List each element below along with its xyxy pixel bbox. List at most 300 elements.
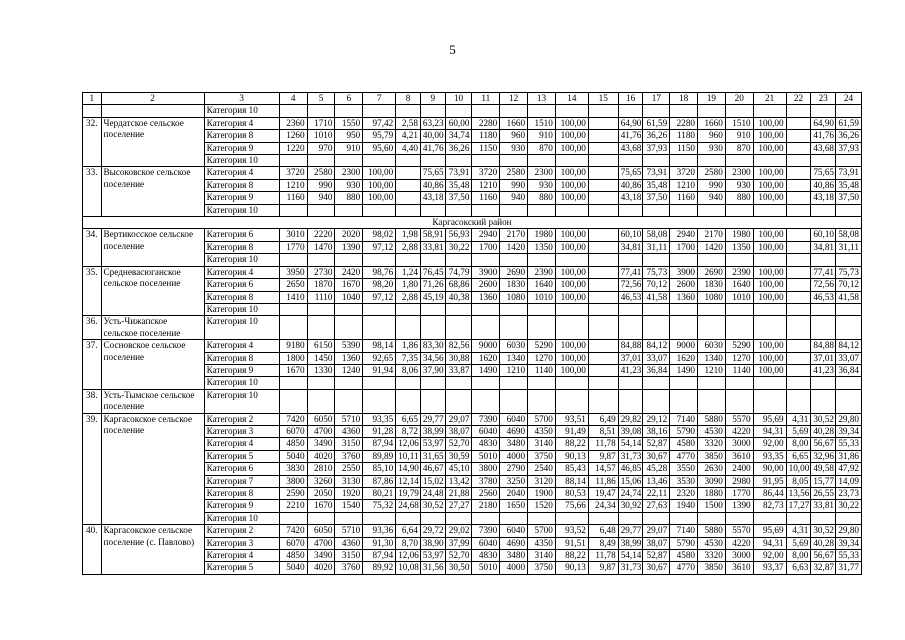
value-cell: 89,89 — [363, 450, 396, 462]
value-cell: 9000 — [472, 340, 500, 352]
value-cell — [786, 192, 811, 204]
value-cell: 4700 — [307, 537, 335, 549]
value-cell: 2020 — [335, 229, 363, 241]
header-cell: 6 — [335, 93, 363, 105]
value-cell: 91,28 — [363, 425, 396, 437]
value-cell: 4,21 — [396, 130, 421, 142]
value-cell: 3000 — [725, 550, 753, 562]
value-cell: 2630 — [698, 463, 726, 475]
category-cell: Категория 10 — [204, 254, 279, 266]
settlement-number: 39. — [83, 413, 102, 525]
value-cell — [472, 303, 500, 315]
value-cell — [420, 303, 445, 315]
header-cell: 9 — [420, 93, 445, 105]
value-cell: 1160 — [472, 192, 500, 204]
category-cell: Категория 10 — [204, 204, 279, 216]
table-row — [83, 266, 862, 278]
value-cell: 6,48 — [588, 525, 618, 537]
header-cell: 5 — [307, 93, 335, 105]
value-cell: 89,92 — [363, 562, 396, 574]
value-cell: 40,86 — [811, 179, 836, 191]
value-cell: 2980 — [725, 475, 753, 487]
header-cell: 15 — [588, 93, 618, 105]
value-cell: 29,72 — [420, 525, 445, 537]
value-cell: 29,82 — [618, 413, 643, 425]
value-cell: 5,69 — [786, 425, 811, 437]
value-cell: 100,00 — [753, 291, 786, 303]
value-cell — [500, 389, 528, 413]
value-cell: 2940 — [670, 229, 698, 241]
settlement-number: 36. — [83, 316, 102, 340]
category-cell: Категория 5 — [204, 562, 279, 574]
value-cell: 1500 — [698, 500, 726, 512]
value-cell: 40,00 — [420, 130, 445, 142]
value-cell: 100,00 — [753, 364, 786, 376]
category-cell: Категория 9 — [204, 364, 279, 376]
table-cell — [753, 105, 786, 117]
category-cell: Категория 9 — [204, 142, 279, 154]
value-cell: 1420 — [500, 241, 528, 253]
value-cell: 30,59 — [445, 450, 472, 462]
value-cell: 84,88 — [811, 340, 836, 352]
value-cell: 2790 — [500, 463, 528, 475]
value-cell: 41,23 — [618, 364, 643, 376]
value-cell: 3850 — [698, 562, 726, 574]
value-cell: 97,12 — [363, 241, 396, 253]
value-cell: 70,12 — [643, 279, 670, 291]
value-cell: 91,94 — [363, 364, 396, 376]
value-cell — [698, 377, 726, 389]
category-cell: Категория 8 — [204, 179, 279, 191]
value-cell: 4350 — [528, 537, 556, 549]
value-cell: 1140 — [725, 364, 753, 376]
value-cell: 88,22 — [555, 438, 588, 450]
category-cell: Категория 8 — [204, 130, 279, 142]
value-cell — [643, 155, 670, 167]
value-cell: 2590 — [279, 488, 307, 500]
value-cell — [753, 377, 786, 389]
category-cell: Категория 10 — [204, 377, 279, 389]
value-cell: 1880 — [698, 488, 726, 500]
value-cell: 38,07 — [643, 537, 670, 549]
value-cell: 7390 — [472, 413, 500, 425]
value-cell — [618, 512, 643, 524]
value-cell: 3760 — [335, 562, 363, 574]
category-cell: Категория 10 — [204, 512, 279, 524]
value-cell — [786, 279, 811, 291]
value-cell — [811, 377, 836, 389]
value-cell: 37,50 — [445, 192, 472, 204]
value-cell — [588, 364, 618, 376]
value-cell: 35,48 — [836, 179, 862, 191]
value-cell: 30,67 — [643, 562, 670, 574]
value-cell: 43,18 — [618, 192, 643, 204]
value-cell: 1340 — [500, 352, 528, 364]
value-cell: 3120 — [528, 475, 556, 487]
value-cell: 2690 — [698, 266, 726, 278]
value-cell: 11,78 — [588, 550, 618, 562]
value-cell: 91,95 — [753, 475, 786, 487]
value-cell: 98,14 — [363, 340, 396, 352]
value-cell: 1870 — [307, 279, 335, 291]
value-cell: 14,57 — [588, 463, 618, 475]
category-cell: Категория 2 — [204, 413, 279, 425]
value-cell: 4000 — [500, 450, 528, 462]
value-cell: 29,07 — [445, 413, 472, 425]
value-cell: 3900 — [670, 266, 698, 278]
value-cell — [555, 389, 588, 413]
value-cell: 2300 — [528, 167, 556, 179]
value-cell: 100,00 — [753, 130, 786, 142]
value-cell: 910 — [725, 130, 753, 142]
category-cell: Категория 4 — [204, 340, 279, 352]
district-heading: Каргасокский район — [83, 217, 862, 229]
value-cell: 2360 — [279, 117, 307, 129]
value-cell — [363, 316, 396, 340]
value-cell: 58,08 — [836, 229, 862, 241]
value-cell: 1470 — [307, 241, 335, 253]
value-cell: 100,00 — [363, 179, 396, 191]
settlement-number: 32. — [83, 117, 102, 167]
settlement-number: 34. — [83, 229, 102, 266]
table-cell — [307, 105, 335, 117]
header-cell: 4 — [279, 93, 307, 105]
value-cell: 40,28 — [811, 537, 836, 549]
value-cell: 910 — [528, 130, 556, 142]
table-cell — [396, 105, 421, 117]
value-cell — [279, 512, 307, 524]
table-cell — [445, 105, 472, 117]
value-cell: 1660 — [698, 117, 726, 129]
value-cell: 72,56 — [811, 279, 836, 291]
category-cell: Категория 6 — [204, 463, 279, 475]
value-cell: 9180 — [279, 340, 307, 352]
value-cell: 3490 — [307, 438, 335, 450]
value-cell: 60,10 — [811, 229, 836, 241]
value-cell: 5710 — [335, 525, 363, 537]
value-cell: 45,10 — [445, 463, 472, 475]
value-cell: 92,65 — [363, 352, 396, 364]
category-cell: Категория 10 — [204, 155, 279, 167]
header-cell: 18 — [670, 93, 698, 105]
value-cell: 2400 — [725, 463, 753, 475]
value-cell — [618, 254, 643, 266]
table-row — [83, 229, 862, 241]
value-cell: 910 — [335, 142, 363, 154]
value-cell: 61,59 — [643, 117, 670, 129]
value-cell: 4350 — [528, 425, 556, 437]
value-cell — [725, 316, 753, 340]
value-cell — [786, 316, 811, 340]
value-cell: 37,93 — [836, 142, 862, 154]
value-cell — [836, 316, 862, 340]
value-cell: 91,51 — [555, 537, 588, 549]
value-cell — [472, 316, 500, 340]
value-cell: 98,76 — [363, 266, 396, 278]
value-cell: 84,12 — [836, 340, 862, 352]
value-cell: 1510 — [528, 117, 556, 129]
value-cell: 1640 — [528, 279, 556, 291]
table-cell — [670, 105, 698, 117]
value-cell: 8,49 — [588, 537, 618, 549]
value-cell — [753, 303, 786, 315]
value-cell: 12,06 — [396, 438, 421, 450]
value-cell: 3140 — [528, 550, 556, 562]
value-cell: 5570 — [725, 413, 753, 425]
value-cell: 90,00 — [753, 463, 786, 475]
value-cell: 84,12 — [643, 340, 670, 352]
value-cell: 73,91 — [836, 167, 862, 179]
value-cell — [363, 389, 396, 413]
value-cell: 3750 — [528, 562, 556, 574]
header-cell: 22 — [786, 93, 811, 105]
value-cell — [643, 377, 670, 389]
header-cell: 16 — [618, 93, 643, 105]
value-cell: 6030 — [500, 340, 528, 352]
value-cell: 31,11 — [836, 241, 862, 253]
value-cell: 6030 — [698, 340, 726, 352]
value-cell: 100,00 — [753, 142, 786, 154]
value-cell: 1490 — [472, 364, 500, 376]
value-cell: 100,00 — [753, 179, 786, 191]
value-cell: 33,81 — [420, 241, 445, 253]
value-cell: 1620 — [472, 352, 500, 364]
value-cell: 6,63 — [786, 562, 811, 574]
value-cell — [528, 377, 556, 389]
value-cell: 1670 — [279, 364, 307, 376]
value-cell: 87,86 — [363, 475, 396, 487]
value-cell: 87,94 — [363, 438, 396, 450]
value-cell: 29,77 — [420, 413, 445, 425]
value-cell: 4,31 — [786, 413, 811, 425]
value-cell: 3320 — [698, 550, 726, 562]
value-cell — [396, 389, 421, 413]
value-cell — [786, 291, 811, 303]
value-cell — [698, 389, 726, 413]
value-cell — [528, 512, 556, 524]
header-row — [83, 93, 862, 105]
value-cell: 2170 — [500, 229, 528, 241]
value-cell — [363, 155, 396, 167]
value-cell — [618, 316, 643, 340]
table-cell — [643, 105, 670, 117]
value-cell: 55,33 — [836, 550, 862, 562]
value-cell: 100,00 — [555, 179, 588, 191]
value-cell: 4360 — [335, 537, 363, 549]
value-cell — [753, 204, 786, 216]
value-cell: 100,00 — [555, 192, 588, 204]
value-cell — [588, 142, 618, 154]
value-cell: 4580 — [670, 550, 698, 562]
value-cell — [588, 229, 618, 241]
value-cell: 75,65 — [811, 167, 836, 179]
value-cell: 1620 — [670, 352, 698, 364]
value-cell — [420, 377, 445, 389]
value-cell: 52,70 — [445, 550, 472, 562]
value-cell: 2220 — [307, 229, 335, 241]
value-cell: 880 — [335, 192, 363, 204]
page-number: 5 — [449, 42, 456, 57]
value-cell: 930 — [528, 179, 556, 191]
value-cell: 52,87 — [643, 438, 670, 450]
value-cell: 93,52 — [555, 525, 588, 537]
value-cell: 75,73 — [643, 266, 670, 278]
value-cell: 2580 — [500, 167, 528, 179]
value-cell: 8,06 — [396, 364, 421, 376]
settlement-number: 38. — [83, 389, 102, 413]
value-cell: 2040 — [500, 488, 528, 500]
category-cell: Категория 4 — [204, 167, 279, 179]
value-cell: 34,81 — [811, 241, 836, 253]
value-cell: 19,79 — [396, 488, 421, 500]
value-cell — [725, 377, 753, 389]
table-cell — [528, 105, 556, 117]
value-cell: 1,86 — [396, 340, 421, 352]
table-cell — [786, 105, 811, 117]
settlement-name: Вертикосское сельское поселение — [101, 229, 204, 266]
value-cell: 43,68 — [811, 142, 836, 154]
value-cell: 2540 — [528, 463, 556, 475]
value-cell — [555, 204, 588, 216]
value-cell: 970 — [307, 142, 335, 154]
value-cell: 24,74 — [618, 488, 643, 500]
value-cell — [618, 155, 643, 167]
value-cell — [786, 179, 811, 191]
value-cell — [500, 316, 528, 340]
value-cell: 2,58 — [396, 117, 421, 129]
value-cell: 34,56 — [420, 352, 445, 364]
value-cell — [588, 155, 618, 167]
value-cell: 54,14 — [618, 438, 643, 450]
table-row — [83, 340, 862, 352]
value-cell: 1390 — [335, 241, 363, 253]
value-cell: 7420 — [279, 413, 307, 425]
value-cell: 41,58 — [643, 291, 670, 303]
value-cell: 71,26 — [420, 279, 445, 291]
value-cell — [698, 204, 726, 216]
value-cell: 24,68 — [396, 500, 421, 512]
value-cell: 91,49 — [555, 425, 588, 437]
value-cell — [279, 155, 307, 167]
value-cell: 1770 — [279, 241, 307, 253]
value-cell: 94,31 — [753, 537, 786, 549]
value-cell: 4770 — [670, 450, 698, 462]
value-cell — [472, 155, 500, 167]
settlement-number: 35. — [83, 266, 102, 316]
value-cell: 1940 — [670, 500, 698, 512]
value-cell: 7390 — [472, 525, 500, 537]
value-cell: 30,22 — [445, 241, 472, 253]
value-cell — [588, 266, 618, 278]
value-cell: 2180 — [472, 500, 500, 512]
header-cell: 21 — [753, 93, 786, 105]
value-cell — [588, 279, 618, 291]
table-cell — [618, 105, 643, 117]
value-cell: 1830 — [698, 279, 726, 291]
value-cell — [588, 130, 618, 142]
value-cell — [588, 117, 618, 129]
value-cell: 2280 — [472, 117, 500, 129]
value-cell: 36,84 — [643, 364, 670, 376]
value-cell: 1080 — [500, 291, 528, 303]
settlement-name: Каргасокское сельское поселение (с. Павлово) — [101, 525, 204, 575]
table-cell — [555, 105, 588, 117]
value-cell — [725, 204, 753, 216]
value-cell: 46,85 — [618, 463, 643, 475]
value-cell: 2580 — [307, 167, 335, 179]
value-cell — [445, 316, 472, 340]
value-cell: 5700 — [528, 525, 556, 537]
value-cell: 90,13 — [555, 450, 588, 462]
value-cell: 24,34 — [588, 500, 618, 512]
value-cell: 1520 — [528, 500, 556, 512]
value-cell: 6070 — [279, 537, 307, 549]
category-cell: Категория 3 — [204, 537, 279, 549]
value-cell: 2300 — [335, 167, 363, 179]
value-cell: 30,88 — [445, 352, 472, 364]
settlement-name: Усть-Тымское сельское поселение — [101, 389, 204, 413]
value-cell — [698, 303, 726, 315]
value-cell: 15,06 — [618, 475, 643, 487]
table-row — [83, 105, 862, 117]
value-cell: 11,86 — [588, 475, 618, 487]
value-cell — [670, 377, 698, 389]
value-cell: 1330 — [307, 364, 335, 376]
value-cell: 1210 — [670, 179, 698, 191]
value-cell: 100,00 — [555, 229, 588, 241]
header-cell: 7 — [363, 93, 396, 105]
value-cell: 5880 — [698, 525, 726, 537]
value-cell: 24,48 — [420, 488, 445, 500]
value-cell — [670, 254, 698, 266]
value-cell: 98,20 — [363, 279, 396, 291]
value-cell: 960 — [500, 130, 528, 142]
value-cell: 1360 — [335, 352, 363, 364]
value-cell — [500, 512, 528, 524]
value-cell: 940 — [307, 192, 335, 204]
settlement-name: Средневасюганское сельское поселение — [101, 266, 204, 316]
value-cell: 46,67 — [420, 463, 445, 475]
value-cell: 1040 — [335, 291, 363, 303]
value-cell — [396, 512, 421, 524]
value-cell: 61,59 — [836, 117, 862, 129]
value-cell: 58,91 — [420, 229, 445, 241]
value-cell: 8,51 — [588, 425, 618, 437]
value-cell: 38,99 — [420, 425, 445, 437]
table-cell — [725, 105, 753, 117]
value-cell — [588, 204, 618, 216]
value-cell — [528, 155, 556, 167]
value-cell: 38,07 — [445, 425, 472, 437]
value-cell: 100,00 — [753, 241, 786, 253]
value-cell: 80,53 — [555, 488, 588, 500]
header-cell: 3 — [204, 93, 279, 105]
value-cell — [786, 266, 811, 278]
value-cell: 43,18 — [420, 192, 445, 204]
data-table — [82, 92, 862, 575]
value-cell: 1110 — [307, 291, 335, 303]
value-cell: 4020 — [307, 562, 335, 574]
value-cell: 93,37 — [753, 562, 786, 574]
value-cell: 29,77 — [618, 525, 643, 537]
table-cell — [811, 105, 836, 117]
value-cell: 1980 — [725, 229, 753, 241]
value-cell: 2600 — [670, 279, 698, 291]
value-cell: 7140 — [670, 413, 698, 425]
value-cell: 30,22 — [836, 500, 862, 512]
header-cell: 23 — [811, 93, 836, 105]
value-cell — [786, 241, 811, 253]
